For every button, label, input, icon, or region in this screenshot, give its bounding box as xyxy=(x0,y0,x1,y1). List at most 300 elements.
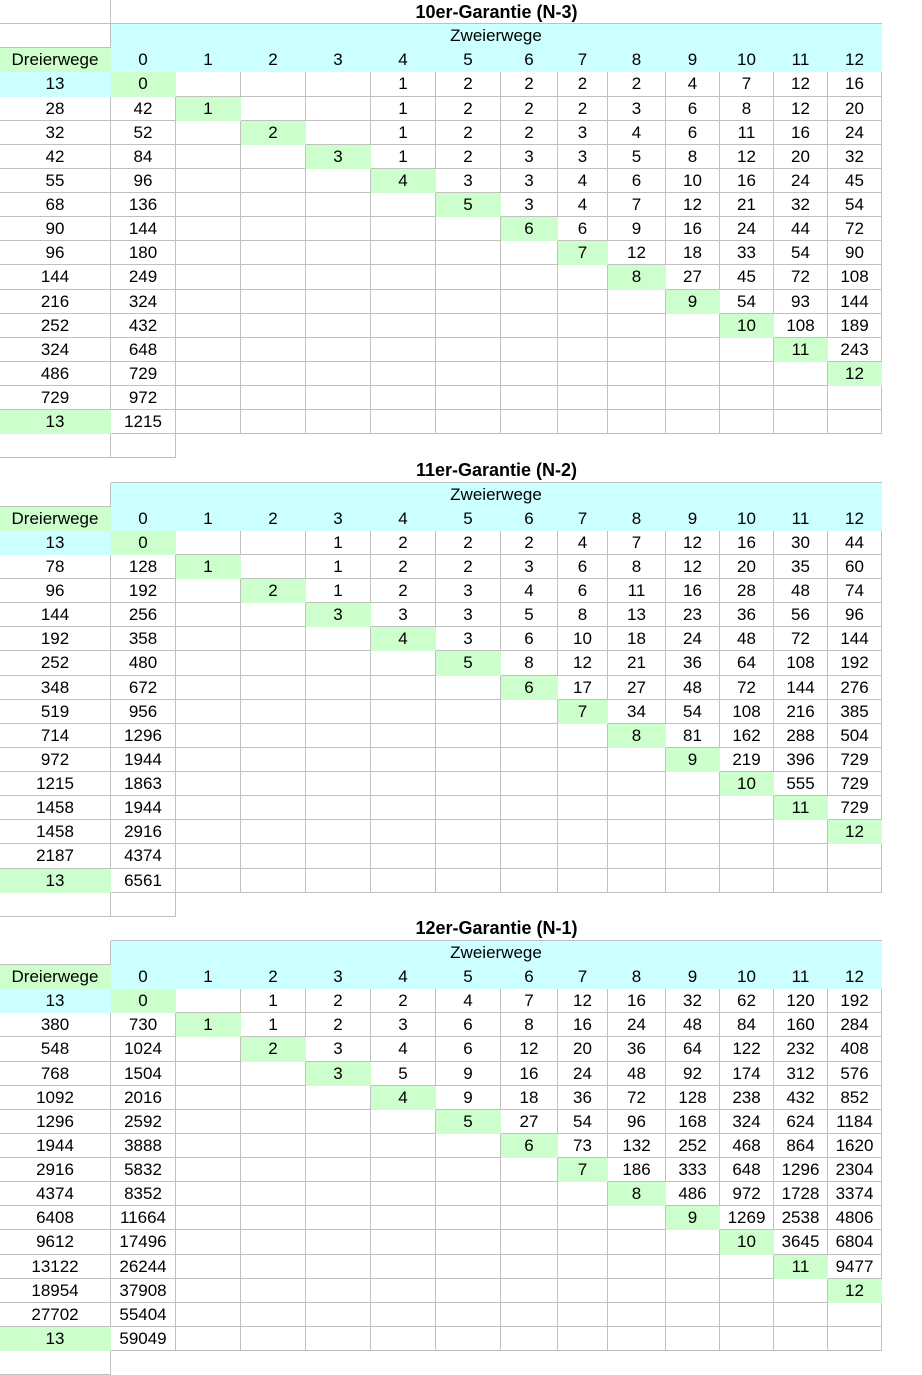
table-cell[interactable]: 5 xyxy=(608,145,666,169)
table-cell[interactable] xyxy=(176,1279,241,1303)
table-cell[interactable]: 7 xyxy=(608,193,666,217)
table-cell[interactable]: 180 xyxy=(111,241,176,265)
table-cell[interactable]: 12 xyxy=(608,241,666,265)
table-cell[interactable]: 5 xyxy=(501,603,558,627)
table-cell[interactable]: 3 xyxy=(371,603,436,627)
table-cell[interactable] xyxy=(371,651,436,675)
table-cell[interactable] xyxy=(371,772,436,796)
table-cell[interactable]: 11 xyxy=(608,579,666,603)
table-cell[interactable]: 232 xyxy=(774,1037,828,1061)
table-cell[interactable]: 192 xyxy=(111,579,176,603)
table-cell[interactable] xyxy=(306,362,371,386)
table-cell[interactable]: 2 xyxy=(436,72,501,96)
table-cell[interactable]: 12 xyxy=(666,193,720,217)
table-cell[interactable] xyxy=(720,1279,774,1303)
table-cell[interactable]: 72 xyxy=(774,265,828,289)
table-cell[interactable]: 1 xyxy=(306,531,371,555)
table-cell[interactable]: 186 xyxy=(608,1158,666,1182)
table-cell[interactable]: 144 xyxy=(0,603,111,627)
table-cell[interactable] xyxy=(501,724,558,748)
table-cell[interactable] xyxy=(241,1182,306,1206)
table-cell[interactable] xyxy=(176,193,241,217)
corner-cell[interactable] xyxy=(0,483,111,507)
table-cell[interactable] xyxy=(176,386,241,410)
table-cell[interactable] xyxy=(501,700,558,724)
table-cell[interactable] xyxy=(176,1037,241,1061)
table-cell[interactable]: 672 xyxy=(111,676,176,700)
table-cell[interactable] xyxy=(608,1255,666,1279)
table-cell[interactable] xyxy=(436,410,501,434)
table-cell[interactable]: 16 xyxy=(608,989,666,1013)
table-cell[interactable] xyxy=(501,314,558,338)
table-cell[interactable] xyxy=(241,820,306,844)
table-cell[interactable] xyxy=(666,1327,720,1351)
table-cell[interactable] xyxy=(436,772,501,796)
table-cell[interactable]: 4 xyxy=(501,579,558,603)
table-cell[interactable]: 36 xyxy=(608,1037,666,1061)
table-cell[interactable] xyxy=(176,651,241,675)
table-cell[interactable] xyxy=(306,241,371,265)
table-cell[interactable]: 96 xyxy=(828,603,882,627)
table-cell[interactable] xyxy=(306,820,371,844)
table-cell[interactable]: 27702 xyxy=(0,1303,111,1327)
table-cell[interactable]: 32 xyxy=(774,193,828,217)
table-cell[interactable]: 42 xyxy=(111,97,176,121)
table-cell[interactable] xyxy=(558,1206,608,1230)
table-cell[interactable] xyxy=(306,290,371,314)
table-cell[interactable]: 4 xyxy=(436,989,501,1013)
table-cell[interactable] xyxy=(306,724,371,748)
table-cell[interactable] xyxy=(306,338,371,362)
table-cell[interactable] xyxy=(436,700,501,724)
table-cell[interactable]: 12 xyxy=(774,97,828,121)
table-cell[interactable] xyxy=(176,700,241,724)
table-cell[interactable]: 548 xyxy=(0,1037,111,1061)
table-cell[interactable]: 16 xyxy=(666,579,720,603)
table-cell[interactable]: 3 xyxy=(501,193,558,217)
table-cell[interactable] xyxy=(558,724,608,748)
table-cell[interactable] xyxy=(436,1206,501,1230)
table-cell[interactable]: 3 xyxy=(501,169,558,193)
table-cell[interactable]: 972 xyxy=(0,748,111,772)
table-cell[interactable]: 3 xyxy=(436,169,501,193)
table-cell[interactable]: 3 xyxy=(436,579,501,603)
table-cell[interactable]: 12 xyxy=(774,72,828,96)
table-cell[interactable]: 42 xyxy=(0,145,111,169)
table-cell[interactable] xyxy=(306,1110,371,1134)
table-cell[interactable]: 23 xyxy=(666,603,720,627)
table-cell[interactable]: 27 xyxy=(501,1110,558,1134)
table-cell[interactable]: 62 xyxy=(720,989,774,1013)
table-cell[interactable] xyxy=(436,290,501,314)
table-cell[interactable]: 9477 xyxy=(828,1255,882,1279)
table-cell[interactable] xyxy=(501,844,558,868)
table-cell[interactable]: 1620 xyxy=(828,1134,882,1158)
table-cell[interactable] xyxy=(501,772,558,796)
table-cell[interactable] xyxy=(666,362,720,386)
table-cell[interactable]: 1728 xyxy=(774,1182,828,1206)
table-cell[interactable] xyxy=(176,869,241,893)
table-cell[interactable]: 5832 xyxy=(111,1158,176,1182)
corner-cell[interactable] xyxy=(111,893,176,917)
table-cell[interactable] xyxy=(241,1206,306,1230)
table-cell[interactable] xyxy=(371,1206,436,1230)
table-cell[interactable]: 162 xyxy=(720,724,774,748)
table-cell[interactable]: 2 xyxy=(306,989,371,1013)
table-cell[interactable]: 1 xyxy=(241,989,306,1013)
table-cell[interactable] xyxy=(241,72,306,96)
table-cell[interactable] xyxy=(176,627,241,651)
table-cell[interactable]: 24 xyxy=(666,627,720,651)
table-cell[interactable]: 128 xyxy=(666,1086,720,1110)
table-cell[interactable]: 28 xyxy=(720,579,774,603)
table-cell[interactable]: 108 xyxy=(828,265,882,289)
table-cell[interactable] xyxy=(436,796,501,820)
table-cell[interactable] xyxy=(501,241,558,265)
table-cell[interactable] xyxy=(371,869,436,893)
table-cell[interactable]: 380 xyxy=(0,1013,111,1037)
table-cell[interactable]: 12 xyxy=(666,555,720,579)
table-cell[interactable] xyxy=(436,820,501,844)
table-cell[interactable]: 6 xyxy=(666,97,720,121)
table-cell[interactable]: 284 xyxy=(828,1013,882,1037)
table-cell[interactable] xyxy=(501,338,558,362)
table-cell[interactable]: 2304 xyxy=(828,1158,882,1182)
table-cell[interactable]: 24 xyxy=(720,217,774,241)
table-cell[interactable] xyxy=(306,869,371,893)
table-cell[interactable] xyxy=(176,724,241,748)
table-cell[interactable] xyxy=(306,1206,371,1230)
table-cell[interactable]: 21 xyxy=(720,193,774,217)
table-cell[interactable]: 6 xyxy=(436,1037,501,1061)
table-cell[interactable] xyxy=(371,1230,436,1254)
table-cell[interactable]: 55404 xyxy=(111,1303,176,1327)
table-cell[interactable] xyxy=(501,386,558,410)
table-cell[interactable]: 9 xyxy=(436,1062,501,1086)
table-cell[interactable]: 4 xyxy=(558,169,608,193)
table-cell[interactable]: 288 xyxy=(774,724,828,748)
table-cell[interactable] xyxy=(241,241,306,265)
table-cell[interactable]: 1215 xyxy=(111,410,176,434)
table-cell[interactable]: 396 xyxy=(774,748,828,772)
table-cell[interactable] xyxy=(720,844,774,868)
table-cell[interactable] xyxy=(720,820,774,844)
table-cell[interactable]: 2 xyxy=(371,989,436,1013)
table-cell[interactable] xyxy=(371,1279,436,1303)
table-cell[interactable] xyxy=(501,265,558,289)
table-cell[interactable] xyxy=(241,314,306,338)
table-cell[interactable]: 18 xyxy=(501,1086,558,1110)
table-cell[interactable] xyxy=(774,362,828,386)
table-cell[interactable]: 36 xyxy=(558,1086,608,1110)
table-cell[interactable]: 243 xyxy=(828,338,882,362)
table-cell[interactable] xyxy=(558,1255,608,1279)
table-cell[interactable] xyxy=(241,217,306,241)
table-cell[interactable]: 324 xyxy=(111,290,176,314)
table-cell[interactable] xyxy=(558,314,608,338)
table-cell[interactable] xyxy=(241,1230,306,1254)
table-cell[interactable]: 54 xyxy=(558,1110,608,1134)
table-cell[interactable] xyxy=(176,1062,241,1086)
table-cell[interactable]: 480 xyxy=(111,651,176,675)
table-cell[interactable] xyxy=(176,579,241,603)
table-cell[interactable] xyxy=(241,772,306,796)
table-cell[interactable] xyxy=(371,796,436,820)
table-cell[interactable]: 852 xyxy=(828,1086,882,1110)
table-cell[interactable]: 16 xyxy=(720,531,774,555)
table-cell[interactable]: 2 xyxy=(436,97,501,121)
table-cell[interactable] xyxy=(608,1327,666,1351)
table-cell[interactable] xyxy=(176,169,241,193)
table-cell[interactable]: 6408 xyxy=(0,1206,111,1230)
table-cell[interactable] xyxy=(371,748,436,772)
table-cell[interactable]: 30 xyxy=(774,531,828,555)
table-cell[interactable] xyxy=(176,362,241,386)
table-cell[interactable] xyxy=(666,1255,720,1279)
table-cell[interactable] xyxy=(241,748,306,772)
table-cell[interactable] xyxy=(241,724,306,748)
table-cell[interactable] xyxy=(176,1206,241,1230)
table-cell[interactable] xyxy=(306,1255,371,1279)
table-cell[interactable] xyxy=(241,290,306,314)
table-cell[interactable]: 3 xyxy=(558,145,608,169)
table-cell[interactable]: 729 xyxy=(828,772,882,796)
table-cell[interactable]: 24 xyxy=(774,169,828,193)
table-cell[interactable]: 48 xyxy=(666,1013,720,1037)
table-cell[interactable]: 576 xyxy=(828,1062,882,1086)
table-cell[interactable]: 36 xyxy=(666,651,720,675)
table-cell[interactable]: 54 xyxy=(774,241,828,265)
table-cell[interactable] xyxy=(306,1230,371,1254)
table-cell[interactable]: 468 xyxy=(720,1134,774,1158)
table-cell[interactable]: 219 xyxy=(720,748,774,772)
table-cell[interactable]: 9612 xyxy=(0,1230,111,1254)
table-cell[interactable] xyxy=(720,410,774,434)
table-cell[interactable] xyxy=(501,1182,558,1206)
table-cell[interactable]: 2 xyxy=(608,72,666,96)
table-cell[interactable] xyxy=(371,314,436,338)
table-cell[interactable]: 8 xyxy=(558,603,608,627)
table-cell[interactable] xyxy=(371,362,436,386)
table-cell[interactable] xyxy=(436,217,501,241)
table-cell[interactable]: 8 xyxy=(501,651,558,675)
table-cell[interactable] xyxy=(436,748,501,772)
table-cell[interactable]: 2 xyxy=(436,531,501,555)
table-cell[interactable] xyxy=(666,820,720,844)
table-cell[interactable]: 8352 xyxy=(111,1182,176,1206)
table-cell[interactable]: 54 xyxy=(828,193,882,217)
table-cell[interactable]: 3888 xyxy=(111,1134,176,1158)
table-cell[interactable] xyxy=(666,410,720,434)
table-cell[interactable] xyxy=(306,193,371,217)
table-cell[interactable]: 2 xyxy=(501,97,558,121)
table-cell[interactable] xyxy=(306,1134,371,1158)
table-cell[interactable]: 1 xyxy=(371,145,436,169)
table-cell[interactable]: 9 xyxy=(608,217,666,241)
table-cell[interactable]: 12 xyxy=(666,531,720,555)
table-cell[interactable]: 48 xyxy=(720,627,774,651)
table-cell[interactable] xyxy=(306,72,371,96)
table-cell[interactable]: 1944 xyxy=(0,1134,111,1158)
table-cell[interactable] xyxy=(241,410,306,434)
table-cell[interactable]: 3 xyxy=(436,603,501,627)
table-cell[interactable]: 3 xyxy=(436,627,501,651)
table-cell[interactable]: 122 xyxy=(720,1037,774,1061)
table-cell[interactable]: 324 xyxy=(0,338,111,362)
table-cell[interactable]: 6561 xyxy=(111,869,176,893)
table-cell[interactable]: 12 xyxy=(558,989,608,1013)
table-cell[interactable] xyxy=(501,796,558,820)
table-cell[interactable]: 192 xyxy=(828,651,882,675)
table-cell[interactable] xyxy=(0,1351,111,1375)
table-cell[interactable] xyxy=(241,193,306,217)
table-cell[interactable] xyxy=(608,386,666,410)
table-cell[interactable] xyxy=(666,1303,720,1327)
table-cell[interactable]: 2187 xyxy=(0,844,111,868)
table-cell[interactable]: 174 xyxy=(720,1062,774,1086)
table-cell[interactable] xyxy=(774,820,828,844)
table-cell[interactable]: 2016 xyxy=(111,1086,176,1110)
table-cell[interactable] xyxy=(558,844,608,868)
table-cell[interactable] xyxy=(176,1158,241,1182)
table-cell[interactable] xyxy=(608,1206,666,1230)
table-cell[interactable]: 2 xyxy=(436,555,501,579)
table-cell[interactable]: 4374 xyxy=(0,1182,111,1206)
table-cell[interactable] xyxy=(608,410,666,434)
table-cell[interactable] xyxy=(436,1279,501,1303)
table-cell[interactable]: 1863 xyxy=(111,772,176,796)
table-cell[interactable]: 7 xyxy=(720,72,774,96)
table-cell[interactable] xyxy=(306,410,371,434)
table-cell[interactable] xyxy=(501,1158,558,1182)
table-cell[interactable] xyxy=(558,338,608,362)
table-cell[interactable] xyxy=(558,1303,608,1327)
table-cell[interactable] xyxy=(436,265,501,289)
table-cell[interactable]: 74 xyxy=(828,579,882,603)
table-cell[interactable] xyxy=(608,314,666,338)
table-cell[interactable] xyxy=(608,1230,666,1254)
table-cell[interactable]: 249 xyxy=(111,265,176,289)
table-cell[interactable]: 1 xyxy=(306,579,371,603)
table-cell[interactable]: 648 xyxy=(111,338,176,362)
table-cell[interactable]: 1458 xyxy=(0,796,111,820)
table-cell[interactable] xyxy=(436,1158,501,1182)
table-cell[interactable] xyxy=(828,844,882,868)
table-cell[interactable]: 136 xyxy=(111,193,176,217)
table-cell[interactable] xyxy=(306,844,371,868)
table-cell[interactable] xyxy=(241,1327,306,1351)
table-cell[interactable]: 18 xyxy=(608,627,666,651)
table-cell[interactable] xyxy=(774,386,828,410)
table-cell[interactable]: 1092 xyxy=(0,1086,111,1110)
table-cell[interactable]: 4 xyxy=(558,531,608,555)
table-cell[interactable]: 2 xyxy=(436,121,501,145)
table-cell[interactable] xyxy=(608,1303,666,1327)
corner-cell[interactable] xyxy=(0,941,111,965)
table-cell[interactable] xyxy=(306,265,371,289)
table-cell[interactable] xyxy=(666,386,720,410)
table-cell[interactable] xyxy=(436,1134,501,1158)
table-cell[interactable] xyxy=(241,1110,306,1134)
table-cell[interactable]: 10 xyxy=(666,169,720,193)
table-cell[interactable]: 624 xyxy=(774,1110,828,1134)
table-cell[interactable] xyxy=(306,627,371,651)
table-cell[interactable] xyxy=(501,1279,558,1303)
table-cell[interactable]: 12 xyxy=(558,651,608,675)
table-cell[interactable]: 20 xyxy=(558,1037,608,1061)
table-cell[interactable] xyxy=(436,362,501,386)
table-cell[interactable] xyxy=(241,676,306,700)
table-cell[interactable]: 48 xyxy=(666,676,720,700)
table-cell[interactable] xyxy=(306,169,371,193)
table-cell[interactable] xyxy=(501,362,558,386)
table-cell[interactable]: 48 xyxy=(774,579,828,603)
table-cell[interactable] xyxy=(558,748,608,772)
table-cell[interactable]: 54 xyxy=(666,700,720,724)
table-cell[interactable]: 20 xyxy=(720,555,774,579)
table-cell[interactable]: 108 xyxy=(720,700,774,724)
corner-cell[interactable] xyxy=(111,434,176,458)
table-cell[interactable] xyxy=(176,1230,241,1254)
table-cell[interactable] xyxy=(501,820,558,844)
table-cell[interactable]: 256 xyxy=(111,603,176,627)
table-cell[interactable] xyxy=(501,748,558,772)
table-cell[interactable]: 2 xyxy=(371,555,436,579)
table-cell[interactable] xyxy=(774,1327,828,1351)
table-cell[interactable] xyxy=(371,265,436,289)
table-cell[interactable]: 729 xyxy=(111,362,176,386)
table-cell[interactable] xyxy=(241,1134,306,1158)
table-cell[interactable]: 3 xyxy=(558,121,608,145)
table-cell[interactable]: 4 xyxy=(666,72,720,96)
table-cell[interactable]: 2 xyxy=(501,121,558,145)
table-cell[interactable]: 216 xyxy=(0,290,111,314)
table-cell[interactable]: 120 xyxy=(774,989,828,1013)
table-cell[interactable]: 432 xyxy=(774,1086,828,1110)
table-cell[interactable] xyxy=(306,772,371,796)
table-cell[interactable]: 8 xyxy=(666,145,720,169)
table-cell[interactable]: 730 xyxy=(111,1013,176,1037)
table-cell[interactable]: 324 xyxy=(720,1110,774,1134)
table-cell[interactable]: 3 xyxy=(501,145,558,169)
table-cell[interactable]: 11 xyxy=(720,121,774,145)
table-cell[interactable]: 1 xyxy=(371,97,436,121)
table-cell[interactable] xyxy=(176,796,241,820)
table-cell[interactable] xyxy=(501,290,558,314)
table-cell[interactable]: 16 xyxy=(501,1062,558,1086)
table-cell[interactable] xyxy=(241,386,306,410)
table-cell[interactable] xyxy=(371,700,436,724)
table-cell[interactable]: 189 xyxy=(828,314,882,338)
table-cell[interactable]: 24 xyxy=(558,1062,608,1086)
table-cell[interactable]: 12 xyxy=(720,145,774,169)
table-cell[interactable] xyxy=(176,338,241,362)
table-cell[interactable] xyxy=(371,193,436,217)
table-cell[interactable]: 2 xyxy=(501,72,558,96)
table-cell[interactable]: 504 xyxy=(828,724,882,748)
table-cell[interactable] xyxy=(666,772,720,796)
table-cell[interactable]: 3374 xyxy=(828,1182,882,1206)
table-cell[interactable] xyxy=(558,820,608,844)
table-cell[interactable]: 385 xyxy=(828,700,882,724)
table-cell[interactable]: 238 xyxy=(720,1086,774,1110)
table-cell[interactable] xyxy=(608,362,666,386)
table-cell[interactable]: 486 xyxy=(0,362,111,386)
table-cell[interactable]: 2 xyxy=(436,145,501,169)
table-cell[interactable] xyxy=(371,820,436,844)
table-cell[interactable] xyxy=(436,1230,501,1254)
table-cell[interactable]: 2538 xyxy=(774,1206,828,1230)
